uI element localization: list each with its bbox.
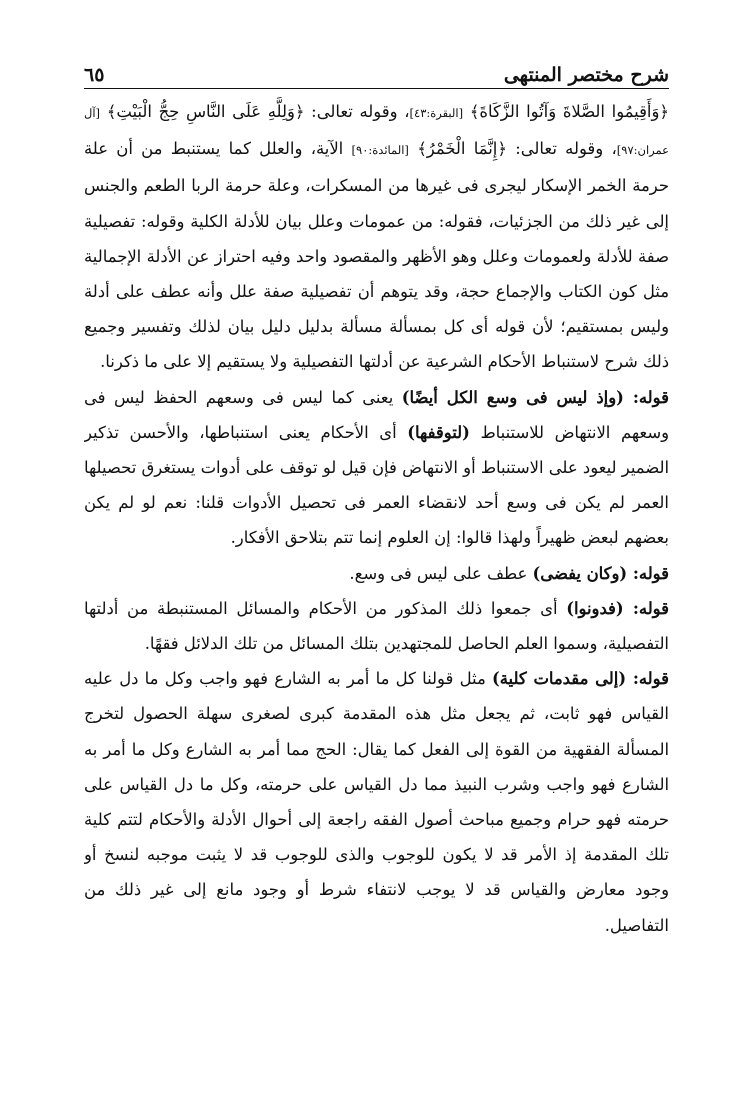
paragraph-text: عطف على ليس فى وسع. — [349, 563, 533, 583]
quran-verse: ﴿إِنَّمَا الْخَمْرُ﴾ — [408, 139, 507, 159]
quoted-phrase: قوله: (وإذ ليس فى وسع الكل أيضًا) — [401, 387, 669, 407]
paragraph-text: أى جمعوا ذلك المذكور من الأحكام والمسائل المستنبطة من أدلتها التفصيلية، وسموا العلم الحاصل للمجتهدين بتلك المسائل من تلك الدلائل فقهًا. — [84, 598, 669, 654]
quoted-phrase: قوله: (وكان يفضى) — [532, 563, 669, 583]
paragraph — [84, 380, 669, 556]
header-rule — [84, 88, 669, 89]
paragraph-text: الآية، والعلل كما يستنبط من أن علة حرمة الخمر الإسكار ليجرى فى غيرها من المسكرات، وعلة حرمة الربا الطعم والجنس إلى غير ذلك من الجزئيات، فقوله: من عمومات وعلل بيان للأدلة الكلية وقوله: تفصيلية صفة للأدلة ولعمومات وعلل وهو الأظهر والمقصود واحد وفيه احتراز عن الأدلة الإجمالية مثل كون الكتاب والإجماع حجة، وقد يتوهم أن تفصيلية صفة علل وأنه عطف على أدلة وليس بمستقيم؛ لأن قوله أى كل بمسألة مسألة بدليل دليل بيان لذلك وتفسير وجميع ذلك شرح لاستنباط الأحكام الشرعية عن أدلتها التفصيلية ولا يستقيم إلا على ما ذكرنا. — [84, 139, 669, 372]
verse-reference: [البقرة:٤٣] — [409, 106, 464, 120]
quran-verse: ﴿وَلِلَّهِ عَلَى النَّاسِ حِجُّ الْبَيْتِ﴾ — [100, 102, 305, 121]
paragraph-text: أى الأحكام يعنى استنباطها، والأحسن تذكير الضمير ليعود على الاستنباط أو الانتهاض فإن قيل لو توقف على أدوات يستغرق تحصيلها العمر لم يكن فى وسع أحد لانقضاء العمر فى تحصيل الأدوات قلنا: نعم لو لم يكن بعضهم لبعض ظهيراً ولهذا قالوا: إن العلوم إنما تتم بتلاحق الأفكار. — [84, 422, 669, 548]
paragraph-text: ، وقوله تعالى: — [506, 139, 617, 159]
quoted-phrase: (لتوقفها) — [407, 422, 470, 442]
paragraph — [84, 661, 669, 943]
page-number: ٦٥ — [84, 64, 105, 86]
page-header — [84, 56, 669, 86]
paragraph-text: مثل قولنا كل ما أمر به الشارع فهو واجب وكل ما دل عليه القياس فهو ثابت، ثم يجعل مثل هذه المقدمة كبرى لصغرى سهلة الحصول لتخرج المسألة الفقهية من القوة إلى الفعل كما يقال: الحج مما أمر به الشارع وكل ما أمر به الشارع فهو واجب وشرب النبيذ مما دل القياس على حرمته، وكل ما دل القياس على حرمته فهو حرام وجميع مباحث أصول الفقه راجعة إلى أحوال الأدلة والأحكام لتتم كلية تلك المقدمة إذ الأمر قد لا يكون للوجوب والذى للوجوب قد لا يثبت موجبه لنسخ أو وجود معارض والقياس قد لا يوجب لانتفاء شرط أو وجود مانع إلى غير ذلك من التفاصيل. — [84, 669, 669, 935]
quoted-phrase: قوله: (فدونوا) — [566, 598, 669, 618]
page-body — [84, 94, 669, 1079]
paragraph — [84, 556, 669, 591]
verse-reference: [آل عمران:٩٧] — [84, 106, 669, 158]
paragraph-text: ، وقوله تعالى: — [304, 102, 410, 121]
verse-reference: [المائدة:٩٠] — [351, 143, 409, 158]
quran-verse: ﴿وَأَقِيمُوا الصَّلاةَ وَآتُوا الزَّكَاةَ﴾ — [463, 102, 669, 121]
paragraph — [84, 591, 669, 661]
paragraph-text: يعنى كما ليس فى وسعهم الحفظ ليس فى وسعهم الانتهاض للاستنباط — [84, 387, 669, 442]
quoted-phrase: قوله: (إلى مقدمات كلية) — [492, 669, 669, 689]
paragraph — [84, 94, 669, 380]
running-title: شرح مختصر المنتهى — [503, 64, 669, 86]
